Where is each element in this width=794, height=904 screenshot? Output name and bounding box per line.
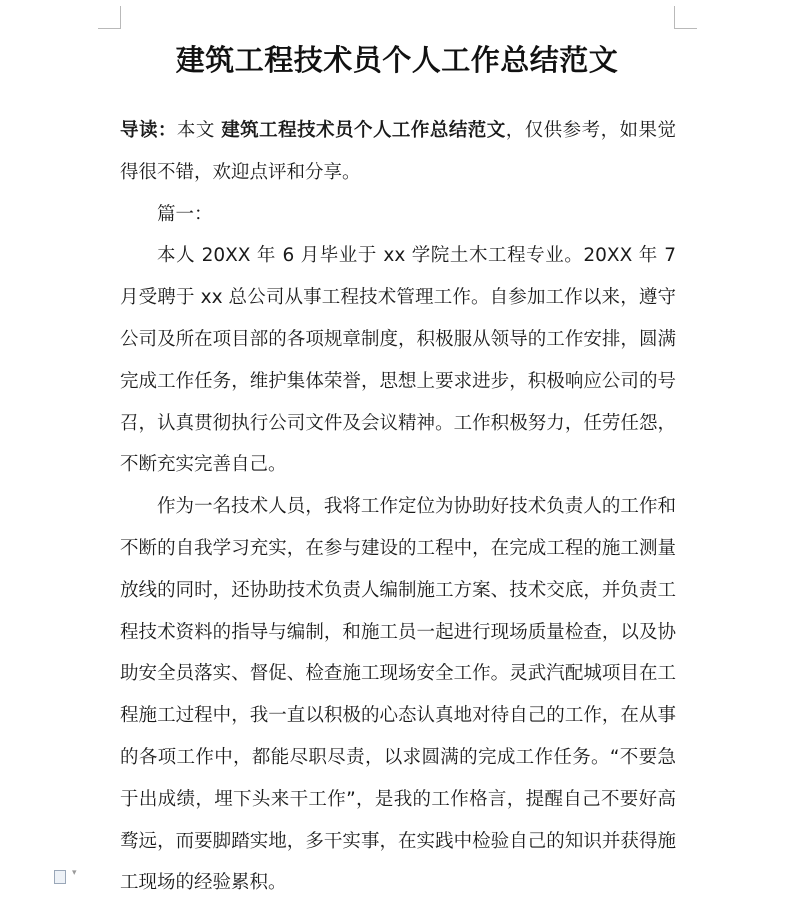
chevron-down-icon[interactable]: ▾ <box>72 868 77 878</box>
body-paragraph-1: 本人 20XX 年 6 月毕业于 xx 学院土木工程专业。20XX 年 7 月受聘于 xx 总公司从事工程技术管理工作。自参加工作以来，遵守公司及所在项目部的各项规章制度，积极服从领导的工作安排，圆满完成工作任务，维护集体荣誉，思想上要求进步，积极响应公司的号召，认真贯彻执行公司文件及会议精神。工作积极努力，任劳任怨，不断充实完善自己。 <box>120 245 676 476</box>
intro-label: 导读： <box>120 120 177 141</box>
intro-pre: 本文 <box>176 120 222 141</box>
page-corner-mark-top-right <box>674 6 697 29</box>
page-corner-mark-top-left <box>98 6 121 29</box>
intro-highlight: 建筑工程技术员个人工作总结范文 <box>221 120 506 141</box>
body-paragraph-2: 作为一名技术人员，我将工作定位为协助好技术负责人的工作和不断的自我学习充实，在参与建设的工程中，在完成工程的施工测量放线的同时，还协助技术负责人编制施工方案、技术交底，并负责工程技术资料的指导与编制，和施工员一起进行现场质量检查，以及协助安全员落实、督促、检查施工现场安全工作。灵武汽配城项目在工程施工过程中，我一直以积极的心态认真地对待自己的工作，在从事的各项工作中，都能尽职尽责，以求圆满的完成工作任务。“不要急于出成绩，埋下头来干工作”，是我的工作格言，提醒自己不要好高骛远，而要脚踏实地，多干实事，在实践中检验自己的知识并获得施工现场的经验累积。 <box>120 496 676 894</box>
section-label: 篇一： <box>157 203 213 225</box>
document-title: 建筑工程技术员个人工作总结范文 <box>175 43 619 77</box>
intro-post: ，仅供参考，如果觉得很不错，欢迎点评和分享。 <box>120 120 676 183</box>
intro-paragraph <box>120 110 676 194</box>
document-body <box>120 110 676 904</box>
file-icon[interactable] <box>54 870 66 884</box>
